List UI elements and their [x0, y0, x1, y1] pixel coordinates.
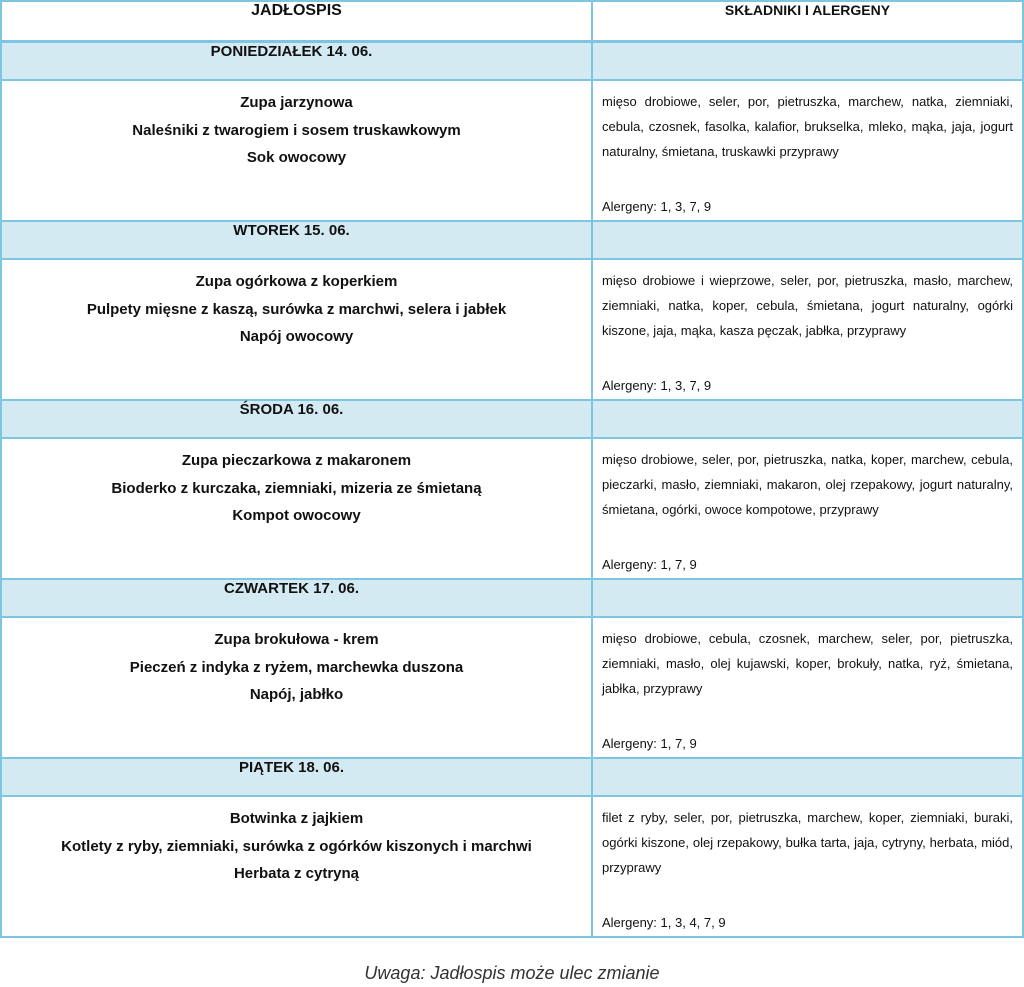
main-dish: Naleśniki z twarogiem i sosem truskawkowym — [132, 121, 461, 139]
dishes-cell — [1, 796, 592, 937]
ingredients-cell — [592, 259, 1023, 400]
dishes-cell — [1, 259, 592, 400]
allergens-text: Alergeny: 1, 3, 7, 9 — [602, 199, 712, 214]
day-label: CZWARTEK 17. 06. — [1, 579, 592, 617]
day-row-empty-cell — [592, 400, 1023, 438]
ingredients-text: filet z ryby, seler, por, pietruszka, marchew, koper, ziemniaki, buraki, ogórki kiszone, olej rzepakowy, bułka tarta, jaja, cytryny, herbata, miód, przyprawy — [602, 810, 1013, 875]
main-dish: Pulpety mięsne z kaszą, surówka z marchwi, selera i jabłek — [86, 300, 507, 318]
main-dish: Pieczeń z indyka z ryżem, marchewka duszona — [129, 658, 464, 676]
allergens-text: Alergeny: 1, 3, 4, 7, 9 — [602, 915, 726, 930]
allergens-text: Alergeny: 1, 7, 9 — [602, 736, 697, 751]
ingredients-text: mięso drobiowe, seler, por, pietruszka, natka, koper, marchew, cebula, pieczarki, masło, ziemniaki, makaron, olej rzepakowy, jogurt naturalny, śmietana, ogórki, owoce kompotowe, przyprawy — [602, 452, 1013, 517]
footer-note: Uwaga: Jadłospis może ulec zmianie — [364, 963, 660, 983]
day-label: WTOREK 15. 06. — [1, 221, 592, 259]
meal-row — [1, 80, 1023, 221]
menu-column-header: JADŁOSPIS — [1, 1, 592, 42]
meal-row — [1, 438, 1023, 579]
day-row — [1, 579, 1023, 617]
dishes-cell — [1, 438, 592, 579]
meal-row — [1, 796, 1023, 937]
ingredients-text: mięso drobiowe, cebula, czosnek, marchew, seler, por, pietruszka, ziemniaki, masło, olej kujawski, koper, brokuły, natka, ryż, śmietana, jabłka, przyprawy — [602, 631, 1013, 696]
day-row-empty-cell — [592, 42, 1023, 81]
dishes-cell — [1, 80, 592, 221]
allergens-text: Alergeny: 1, 7, 9 — [602, 557, 697, 572]
drink-dish: Herbata z cytryną — [233, 865, 360, 882]
ingredients-text: mięso drobiowe i wieprzowe, seler, por, pietruszka, masło, marchew, ziemniaki, natka, koper, cebula, śmietana, jogurt naturalny, ogórki kiszone, jaja, mąka, kasza pęczak, jabłka, przyprawy — [602, 273, 1013, 338]
drink-dish: Napój, jabłko — [249, 686, 344, 703]
day-row — [1, 42, 1023, 81]
dishes-cell — [1, 617, 592, 758]
day-row — [1, 221, 1023, 259]
header-row — [1, 1, 1023, 42]
drink-dish: Kompot owocowy — [232, 507, 361, 524]
drink-dish: Napój owocowy — [239, 328, 354, 345]
day-row-empty-cell — [592, 579, 1023, 617]
ingredients-cell — [592, 438, 1023, 579]
day-row — [1, 758, 1023, 796]
ingredients-cell — [592, 617, 1023, 758]
ingredients-cell — [592, 80, 1023, 221]
soup-dish: Zupa brokułowa - krem — [214, 631, 379, 648]
ingredients-text: mięso drobiowe, seler, por, pietruszka, marchew, natka, ziemniaki, cebula, czosnek, fasolka, kalafior, brukselka, mleko, mąka, jaja, jogurt naturalny, śmietana, truskawki przyprawy — [602, 94, 1013, 159]
day-label: PONIEDZIAŁEK 14. 06. — [1, 42, 592, 81]
day-row-empty-cell — [592, 221, 1023, 259]
ingredients-cell — [592, 796, 1023, 937]
ingredients-column-header: SKŁADNIKI I ALERGENY — [592, 1, 1023, 42]
day-label: PIĄTEK 18. 06. — [1, 758, 592, 796]
meal-row — [1, 617, 1023, 758]
soup-dish: Zupa jarzynowa — [240, 94, 353, 111]
allergens-text: Alergeny: 1, 3, 7, 9 — [602, 378, 712, 393]
main-dish: Kotlety z ryby, ziemniaki, surówka z ogórków kiszonych i marchwi — [61, 837, 532, 855]
meal-row — [1, 259, 1023, 400]
day-label: ŚRODA 16. 06. — [1, 400, 592, 438]
soup-dish: Botwinka z jajkiem — [229, 810, 364, 827]
day-row — [1, 400, 1023, 438]
day-row-empty-cell — [592, 758, 1023, 796]
drink-dish: Sok owocowy — [246, 149, 347, 166]
soup-dish: Zupa pieczarkowa z makaronem — [181, 452, 412, 469]
soup-dish: Zupa ogórkowa z koperkiem — [195, 273, 398, 290]
main-dish: Bioderko z kurczaka, ziemniaki, mizeria ze śmietaną — [111, 479, 482, 497]
